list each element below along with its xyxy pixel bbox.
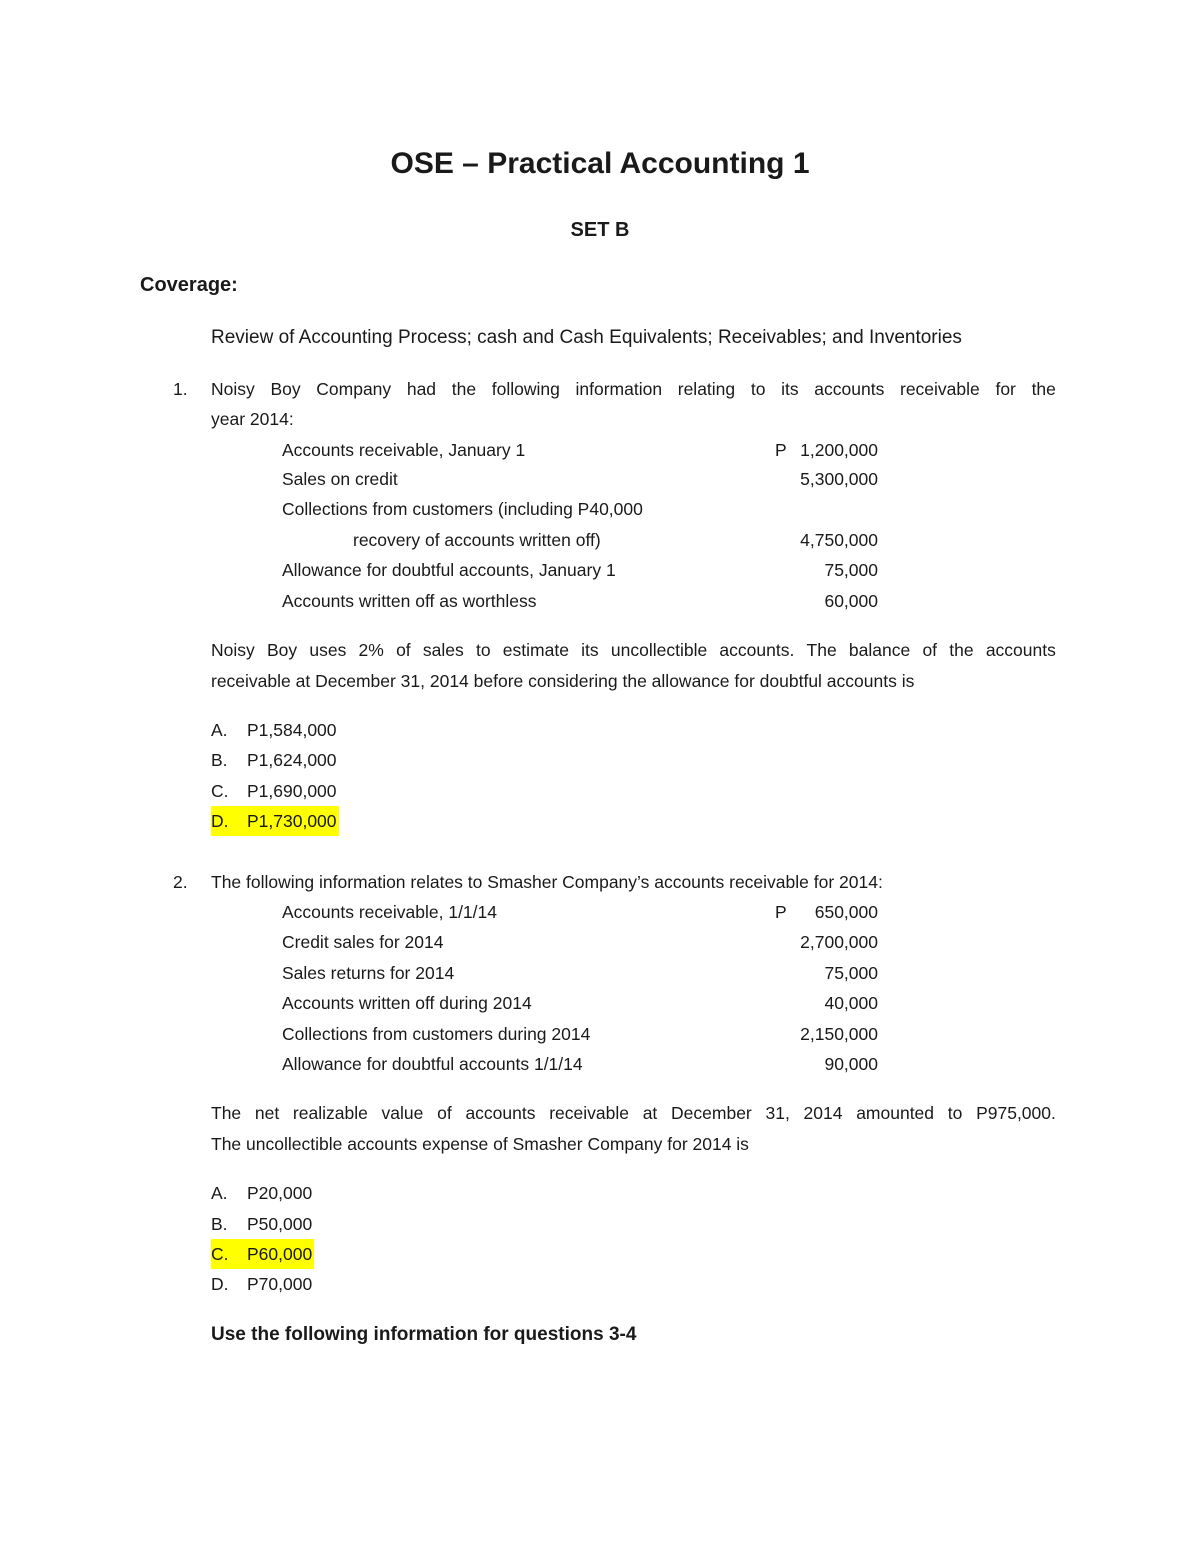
set-label: SET B: [570, 219, 630, 241]
question-2-stem-line2: The uncollectible accounts expense of Smasher Company for 2014 is: [211, 1134, 749, 1154]
amount-value: 650,000: [814, 902, 878, 922]
word: information: [575, 379, 663, 399]
coverage-label: Coverage:: [140, 274, 238, 296]
word: accounts: [465, 1103, 536, 1123]
choice-d-highlighted[interactable]: D. P1,730,000: [211, 806, 339, 836]
peso-prefix: P: [775, 902, 787, 922]
word: The: [806, 640, 837, 660]
word: its: [581, 640, 599, 660]
q1-item-label: Sales on credit: [282, 469, 398, 489]
q2-item-amount: 40,000: [824, 993, 878, 1013]
word: December: [671, 1103, 752, 1123]
word: at: [642, 1103, 658, 1123]
word: to: [947, 1103, 963, 1123]
word: receivable: [549, 1103, 629, 1123]
word: had: [406, 379, 437, 399]
word: Boy: [266, 640, 298, 660]
q2-item-amount: 75,000: [824, 963, 878, 983]
word: the: [949, 640, 974, 660]
question-1-intro-line1: [211, 374, 1056, 404]
q1-item-amount: 4,750,000: [800, 530, 878, 550]
coverage-text: Review of Accounting Process; cash and Cash Equivalents; Receivables; and Inventories: [211, 327, 962, 348]
word: The: [211, 1103, 242, 1123]
q1-item-amount: 60,000: [824, 591, 878, 611]
word: amounted: [856, 1103, 935, 1123]
word: Boy: [270, 379, 301, 399]
question-2-intro: The following information relates to Smasher Company’s accounts receivable for 2014:: [211, 872, 883, 892]
document-title: OSE – Practical Accounting 1: [390, 147, 810, 180]
word: 2014: [803, 1103, 843, 1123]
q1-item-amount: [775, 435, 878, 465]
question-1-stem-line1: [211, 635, 1056, 665]
word: to: [475, 640, 491, 660]
word: net: [254, 1103, 280, 1123]
word: the: [1031, 379, 1056, 399]
choice-d[interactable]: D. P70,000: [211, 1274, 313, 1294]
word: of: [396, 640, 411, 660]
word: 31,: [765, 1103, 790, 1123]
q1-item-label: recovery of accounts written off): [353, 530, 601, 550]
word: following: [491, 379, 560, 399]
q1-item-label: Accounts written off as worthless: [282, 591, 537, 611]
q1-item-label: Accounts receivable, January 1: [282, 440, 526, 460]
word: value: [381, 1103, 424, 1123]
word: accounts.: [719, 640, 795, 660]
peso-prefix: P: [775, 440, 787, 460]
word: receivable: [900, 379, 980, 399]
word: uncollectible: [610, 640, 708, 660]
question-1-stem-line2: receivable at December 31, 2014 before considering the allowance for doubtful accounts is: [211, 671, 915, 691]
q1-item-amount: 75,000: [824, 560, 878, 580]
choice-c[interactable]: C. P1,690,000: [211, 781, 337, 801]
word: realizable: [292, 1103, 368, 1123]
word: Company: [316, 379, 392, 399]
word: accounts: [814, 379, 885, 399]
q1-item-label: Collections from customers (including P40,000: [282, 499, 643, 519]
q2-item-label: Credit sales for 2014: [282, 932, 444, 952]
q2-item-label: Accounts written off during 2014: [282, 993, 532, 1013]
q2-item-label: Collections from customers during 2014: [282, 1024, 591, 1044]
choice-c-highlighted[interactable]: C. P60,000: [211, 1239, 314, 1269]
word: sales: [422, 640, 464, 660]
q2-item-amount: [775, 897, 878, 927]
choice-a[interactable]: A. P1,584,000: [211, 720, 337, 740]
word: balance: [848, 640, 911, 660]
word: of: [437, 1103, 452, 1123]
q2-item-label: Allowance for doubtful accounts 1/1/14: [282, 1054, 583, 1074]
choice-b[interactable]: B. P1,624,000: [211, 750, 337, 770]
word: 2%: [358, 640, 384, 660]
q2-item-label: Accounts receivable, 1/1/14: [282, 902, 497, 922]
q2-item-amount: 2,150,000: [800, 1024, 878, 1044]
word: accounts: [985, 640, 1056, 660]
word: the: [451, 379, 477, 399]
word: of: [922, 640, 938, 660]
q2-item-label: Sales returns for 2014: [282, 963, 455, 983]
question-1-number: 1.: [173, 379, 188, 399]
q2-item-amount: 90,000: [824, 1054, 878, 1074]
question-1-intro-line2: year 2014:: [211, 409, 294, 429]
q1-item-label: Allowance for doubtful accounts, January 1: [282, 560, 616, 580]
word: its: [781, 379, 799, 399]
word: Noisy: [211, 640, 255, 660]
amount-value: 1,200,000: [800, 440, 878, 460]
section-heading: Use the following information for questions 3-4: [211, 1324, 637, 1345]
q2-item-amount: 2,700,000: [800, 932, 878, 952]
question-2-number: 2.: [173, 872, 188, 892]
choice-b[interactable]: B. P50,000: [211, 1214, 313, 1234]
q1-item-amount: 5,300,000: [800, 469, 878, 489]
question-2-stem-line1: [211, 1098, 1056, 1128]
word: to: [750, 379, 766, 399]
word: uses: [309, 640, 347, 660]
word: P975,000.: [976, 1103, 1056, 1123]
word: relating: [677, 379, 736, 399]
choice-a[interactable]: A. P20,000: [211, 1183, 313, 1203]
word: Noisy: [211, 379, 255, 399]
word: for: [995, 379, 1016, 399]
word: estimate: [502, 640, 569, 660]
